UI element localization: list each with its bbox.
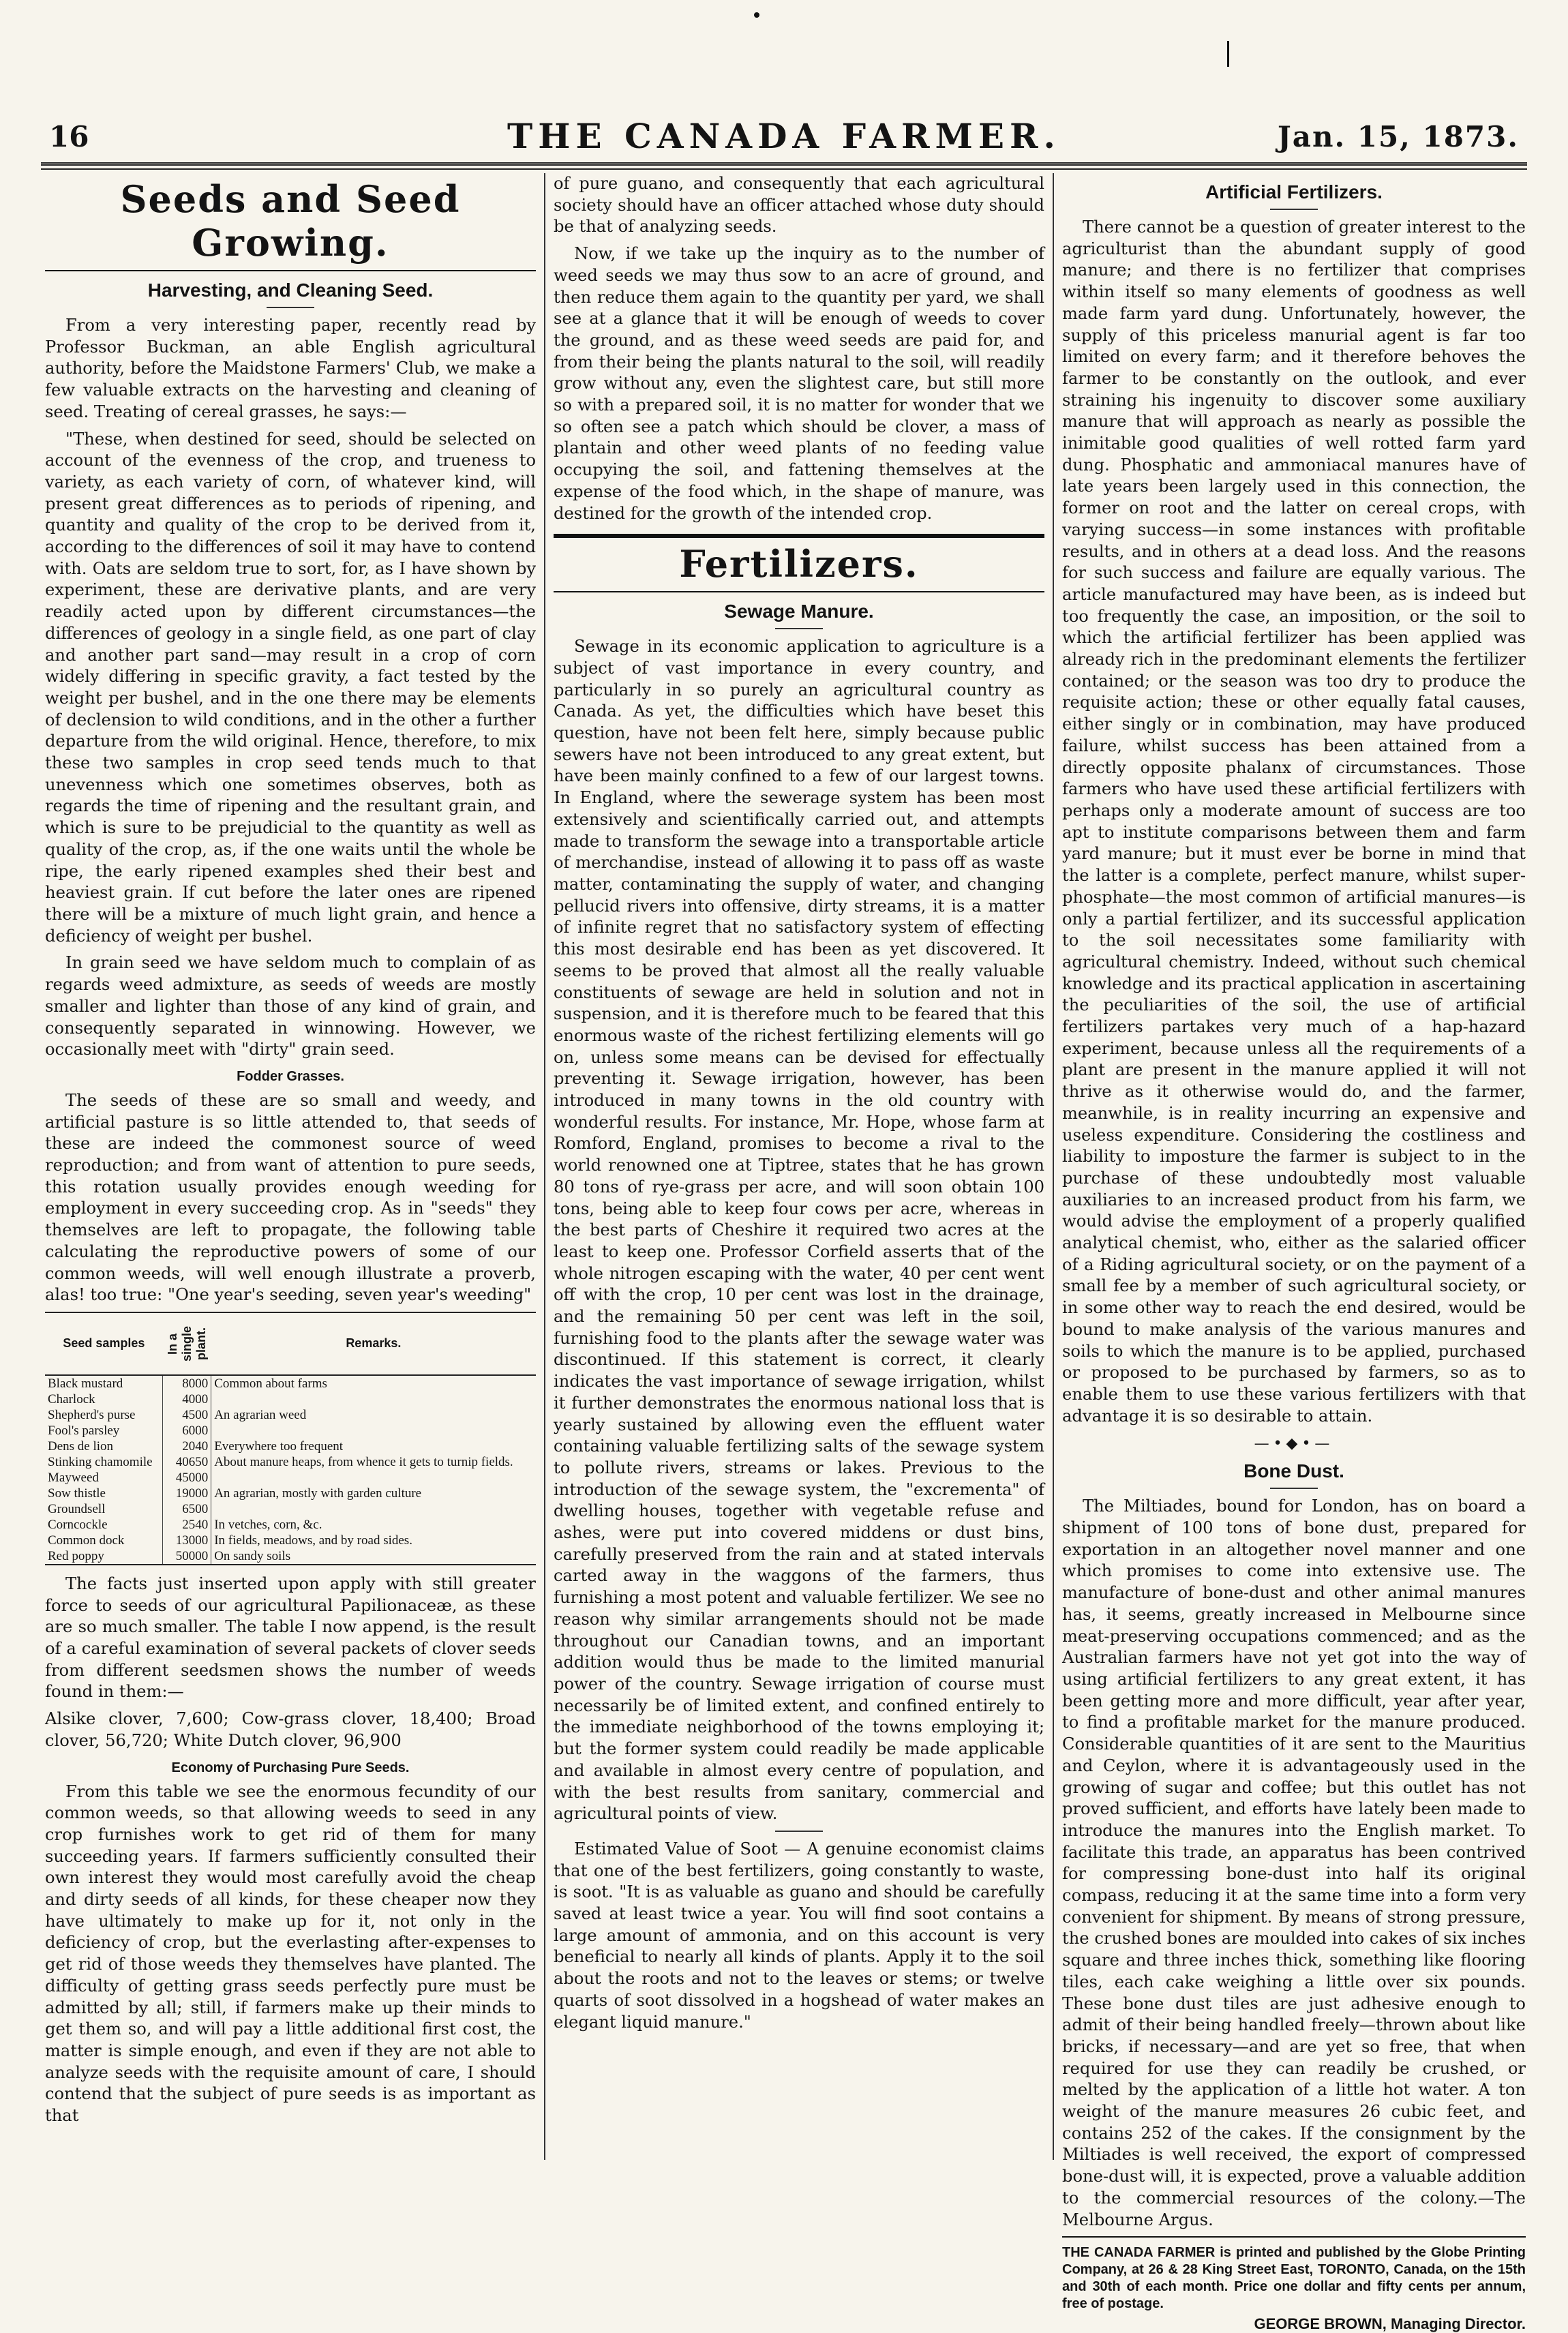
table-cell: 4500 [163,1407,211,1423]
article-title: Sewage Manure. [724,601,874,622]
publication-imprint: THE CANADA FARMER is printed and published by the Globe Printing Company, at 26 & 28 King Street East, TORONTO, Canada, on the 15th and 30th of each month. Price one dollar and fifty cents per annum, free of postage. [1062,2245,1526,2312]
subsection-title: Fodder Grasses. [237,1068,344,1084]
table-cell: 50000 [163,1548,211,1565]
divider [775,1831,823,1832]
divider [775,628,823,629]
section-title: Seeds and Seed Growing. [120,177,461,265]
table-cell [211,1391,536,1407]
table-row [45,1548,536,1565]
table-cell: In vetches, corn, &c. [214,1517,322,1532]
divider [554,591,1044,592]
table-cell: Black mustard [48,1376,123,1391]
table-row [45,1486,536,1501]
ink-mark [1227,41,1229,67]
table-cell: Dens de lion [48,1439,114,1454]
table-row [45,1501,536,1517]
table-row [45,1407,536,1423]
table-header: Seed samples [45,1312,163,1375]
paragraph: From this table we see the enormous fecundity of our common weeds, so that allowing weeds to seed in any crop furnishes work to get rid of them for many succeeding years. If farmers sufficiently consulted their own interest they would most carefully avoid the cheap and dirty seeds of all kinds, for these cheaper now they have ultimately to make up for it, not only in the deficiency of crop, but the everlasting after-expenses to get rid of those weeds they themselves have planted. The difficulty of getting grass seeds perfectly pure must be admitted by all; still, if farmers make up their minds to get them so, and will pay a little additional first cost, the matter is simple enough, and even if they are not able to analyze seeds with the requisite amount of care, I should contend that the subject of pure seeds is as important as that [45,1781,536,2126]
table-cell [211,1501,536,1517]
publisher-signature: GEORGE BROWN, Managing Director. [1254,2315,1526,2333]
table-cell: 4000 [163,1391,211,1407]
paragraph: Alsike clover, 7,600; Cow-grass clover, 18,400; Broad clover, 56,720; White Dutch clover, 96,900 [45,1709,536,1750]
column-2 [554,173,1044,2173]
divider [1270,1488,1318,1489]
table-cell: Shepherd's purse [48,1407,136,1422]
table-cell: Corncockle [48,1517,108,1532]
divider [45,270,536,271]
divider [267,307,314,308]
table-row [45,1391,536,1407]
table-row [45,1423,536,1439]
paragraph: The Miltiades, bound for London, has on board a shipment of 100 tons of bone dust, prepared for exportation in an altogether novel manner and one which promises to come into extensive use. The manufacture of bone-dust and other animal manures has, it seems, greatly increased in Melbourne since meat-preserving occupations commenced; and as the Australian farmers have not yet got into the way of using artificial fertilizers to any great extent, it has been getting more and more difficult, year after year, to find a profitable market for the manure produced. Considerable quantities of it are sent to the Mauritius and Ceylon, where it is advantageously used in the growing of sugar and coffee; but this outlet has not proved sufficient, and efforts have lately been made to introduce the manures into the English market. To facilitate this trade, an apparatus has been contrived for compressing bone-dust into half its original compass, reducing it at the same time into a form very convenient for shipment. By means of strong pressure, the crushed bones are moulded into cakes of six inches square and three inches thick, something like flooring tiles, each cake weighing a little over six pounds. These bone dust tiles are just adhesive enough to admit of their being handled freely—thrown about like bricks, if necessary—and are yet so free, that when required for use they can readily be crushed, or melted by the application of a little hot water. A ton weight of the manure measures 26 cubic feet, and contains 252 of the cakes. If the consignment by the Miltiades is well received, the export of compressed bone-dust will, it is expected, prove a valuable addition to the commercial resources of the colony.—The Melbourne Argus. [1062,1496,1526,2229]
table-cell: 6000 [163,1423,211,1439]
table-cell: About manure heaps, from whence it gets to turnip fields. [214,1454,513,1469]
table-row [45,1439,536,1454]
table-cell [211,1423,536,1439]
table-row [45,1470,536,1486]
table-cell: Fool's parsley [48,1423,120,1438]
table-row [45,1517,536,1533]
table-cell: Red poppy [45,1548,163,1565]
article-title: Harvesting, and Cleaning Seed. [147,280,434,301]
column-3 [1062,173,1526,2333]
table-cell: On sandy soils [211,1548,536,1565]
divider [1062,2236,1526,2238]
table-cell: Common about farms [214,1376,327,1391]
column-1 [45,173,536,2173]
table-cell: 2540 [163,1517,211,1533]
table-cell: Mayweed [48,1470,99,1485]
paragraph: Now, if we take up the inquiry as to the number of weed seeds we may thus sow to an acre of ground, and then reduce them again to the quantity per yard, we shall see at a glance that it will be enough of weeds to cover the ground, and as these weed seeds are paid for, and from their being the plants natural to the soil, will readily grow without any, even the slightest care, but still more so with a prepared soil, it is no matter for wonder that we so often see a patch which should be clover, a mass of plantain and other weed plants of no feeding value occupying the soil, and fattening themselves at the expense of the food which, in the shape of manure, was destined for the growth of the intended crop. [554,244,1044,523]
ornament-divider: —•◆•— [1254,1435,1334,1453]
page-number: 16 [49,120,89,153]
newspaper-title: THE CANADA FARMER. [507,116,1061,156]
table-cell: Groundsell [48,1501,106,1516]
weed-seed-table [45,1312,536,1565]
paragraph: The seeds of these are so small and weedy, and artificial pasture is so little attended to, that seeds of these are indeed the commonest source of weed reproduction; and from want of attention to pure seeds, this rotation usually provides enough weeding for employment in every succeeding crop. As in "seeds" they themselves are left to propagate, the following table calculating the reproductive powers of some of our common weeds, will well enough illustrate a proverb, alas! too true: "One year's seeding, seven year's weeding" [45,1090,536,1305]
article-title: Bone Dust. [1243,1460,1344,1482]
table-cell: An agrarian weed [214,1407,307,1422]
masthead [41,116,1527,157]
divider [1270,209,1318,210]
table-row [45,1533,536,1548]
table-cell: In fields, meadows, and by road sides. [214,1533,412,1548]
section-title: Fertilizers. [679,542,919,586]
column-divider [1053,173,1054,2160]
table-header: In a single plant. [163,1312,211,1375]
paragraph: In grain seed we have seldom much to complain of as regards weed admixture, as seeds of weeds are mostly smaller and lighter than those of any kind of grain, and consequently separated in winnowing. However, we occasionally meet with "dirty" grain seed. [45,953,536,1059]
table-header: Remarks. [211,1312,536,1375]
table-cell: 13000 [163,1533,211,1548]
table-row [45,1454,536,1470]
ink-dot [754,12,759,18]
table-cell: An agrarian, mostly with garden culture [214,1486,422,1501]
table-row [45,1375,536,1391]
table-cell: Common dock [48,1533,125,1548]
paragraph: Sewage in its economic application to agriculture is a subject of vast importance in every country, and particularly in so purely an agricultural country as Canada. As yet, the difficulties which have beset this question, have not been felt here, simply because public sewers have not been introduced to any great extent, but have been mainly confined to a few of our largest towns. In England, where the sewerage system has been most extensively and scientifically carried out, and attempts made to transform the sewage into a transportable article of merchandise, instead of allowing it to pass off as waste matter, contaminating the supply of water, and changing pellucid rivers into offensive, dirty streams, it is a matter of infinite regret that no satisfactory system of effecting this most desirable end has been as yet discovered. It seems to be proved that almost all the really valuable constituents of sewage are held in solution and not in suspension, and it is therefore much to be feared that this enormous waste of the richest fertilizing elements will go on, unless some means can be devised for effectually preventing it. Sewage irrigation, however, has been introduced in many towns in the old country with wonderful results. For instance, Mr. Hope, whose farm at Romford, England, promises to become a rival to the world renowned one at Tiptree, states that he has grown 80 tons of rye-grass per acre, and will soon obtain 100 tons, being able to keep four cows per acre, whereas in the best parts of Cheshire it required two acres at the least to keep one. Professor Corfield asserts that of the whole nitrogen escaping with the water, 40 per cent went off with the crop, 10 per cent was lost in the drainage, and the remaining 50 per cent was left in the soil, furnishing food to the plants after the sewage water was discontinued. If this statement is correct, it clearly indicates the vast importance of sewage irrigation, whilst it further demonstrates the enormous national loss that is yearly sustained by allowing even the effluent water containing valuable fertilizing salts of the sewage system to pollute rivers, streams or lakes. Previous to the introduction of the sewage system, the "excrementa" of dwelling houses, together with vegetable refuse and ashes, were put into covered middens or dust bins, carefully preserved from the rain and at stated intervals carted away in the waggons of the farmers, thus furnishing a most potent and valuable fertilizer. We see no reason why similar arrangements should not be made throughout our Canadian towns, and an important addition would thus be made to the limited manurial power of the country. Sewage irrigation of course must necessarily be of limited extent, and confined entirely to the immediate neighborhood of the towns employing it; but the former system could readily be made applicable and available in almost every centre of population, and with the best results from sanitary, commercial and agricultural points of view. [554,637,1044,1824]
table-cell: 40650 [163,1454,211,1470]
issue-date: Jan. 15, 1873. [1277,120,1519,153]
paragraph: of pure guano, and consequently that each agricultural society should have an officer attached whose duty should be that of analyzing seeds. [554,174,1044,237]
paragraph: "These, when destined for seed, should be selected on account of the evenness of the crop, and trueness to variety, as each variety of corn, of whatever kind, will present great differences as to periods of ripening, and quantity and quality of the crop to be derived from it, according to the differences of soil it may have to contend with. Oats are seldom true to sort, for, as I have shown by experiment, these are derivative plants, and are very readily acted upon by different circumstances—the differences of geology in a single field, as one part of clay and another part sand—may result in a crop of corn widely differing in specific gravity, a fact tested by the weight per bushel, and in the one there may be elements of declension to wild conditions, and in the other a further departure from the wild original. Hence, therefore, to mix these two samples in crop seed tends much to that unevenness which one sometimes observes, both as regards the time of ripening and the resultant grain, and which is sure to be prejudicial to the quantity as well as quality of the crop, as, if the one waits until the whole be ripe, the early ripened examples shed their best and heaviest grain. If cut before the later ones are ripened there will be a mixture of much light grain, and hence a deficiency of weight per bushel. [45,429,536,946]
table-cell: 19000 [163,1486,211,1501]
table-cell: 8000 [163,1375,211,1391]
subsection-title: Economy of Purchasing Pure Seeds. [171,1760,410,1775]
table-cell: Charlock [48,1391,95,1406]
table-cell: Stinking chamomile [48,1454,153,1469]
paragraph: Estimated Value of Soot — A genuine economist claims that one of the best fertilizers, going constantly to waste, is soot. "It is as valuable as guano and should be carefully saved at least twice a year. You will find soot contains a large amount of ammonia, and on this account is very beneficial to nearly all kinds of plants. Apply it to the soil about the roots and not to the leaves or stems; or twelve quarts of soot dissolved in a hogshead of water makes an elegant liquid manure." [554,1839,1044,2032]
masthead-rule [41,162,1527,170]
divider [554,534,1044,538]
article-title: Artificial Fertilizers. [1205,181,1383,202]
table-cell: 2040 [163,1439,211,1454]
table-cell [211,1470,536,1486]
table-cell: 6500 [163,1501,211,1517]
paragraph: The facts just inserted upon apply with still greater force to seeds of our agricultural Papilionaceæ, as these are so much smaller. The table I now append, is the result of a careful examination of several packets of clover seeds from different seedsmen shows the number of weeds found in them:— [45,1574,536,1702]
paragraph: There cannot be a question of greater interest to the agriculturist than the abundant supply of good manure; and there is no fertilizer that comprises within itself so many elements of goodness as well made farm yard dung. Unfortunately, however, the supply of this priceless manurial agent is far too limited on every farm; and it therefore behoves the farmer to be constantly on the outlook, and ever straining his ingenuity to discover some auxiliary manure that will approach as nearly as possible the inimitable good qualities of well rotted farm yard dung. Phosphatic and ammoniacal manures have of late years been largely used in this connection, the former on root and the latter on cereal crops, with varying success—in some instances with profitable results, and in others at a dead loss. And the reasons for such success and failure are equally various. The article manufactured may have been, as is indeed but too frequently the case, an imposition, or the soil to which the artificial fertilizer has been applied was already rich in the predominant elements the fertilizer contained; or the season was too dry to produce the requisite action; these or other equally fatal causes, either singly or in combination, may have produced failure, whilst success has been attained from a directly opposite phalanx of circumstances. Those farmers who have used these artificial fertilizers with perhaps only a moderate amount of success are too apt to institute comparisons between them and farm yard manure; but it must ever be borne in mind that the latter is a complete, perfect manure, whilst super-phosphate—the most common of artificial manures—is only a partial fertilizer, and its successful application to the soil necessitates some familiarity with agricultural chemistry. Indeed, without such chemical knowledge and its practical application in ascertaining the peculiarities of the soil, the use of artificial fertilizers partakes very much of a hap-hazard experiment, because unless all the requirements of a plant are present in the manure applied it will not thrive as it otherwise would do, and the farmer, meanwhile, is in reality incurring an expensive and useless expenditure. Considering the costliness and liability to imposture the farmer is subject to in the purchase of these undoubtedly most valuable auxiliaries to an increased product from his farm, we would advise the employment of a properly qualified analytical chemist, who, either as the salaried officer of a Riding agricultural society, or on the payment of a small fee by a member of such agricultural society, or in some other way to reach the end desired, would be bound to make analysis of the various manures and soils to which the manure is to be applied, purchased or proposed to be purchased by farmers, so as to enable them to use these various fertilizers with that advantage it is so desirable to attain. [1062,217,1526,1426]
table-cell: Everywhere too frequent [214,1439,344,1454]
paragraph: From a very interesting paper, recently read by Professor Buckman, an able English agricultural authority, before the Maidstone Farmers' Club, we make a few valuable extracts on the harvesting and cleaning of seed. Treating of cereal grasses, he says:— [45,316,536,421]
table-cell: Sow thistle [48,1486,106,1501]
table-cell: 45000 [163,1470,211,1486]
column-divider [544,173,545,2160]
